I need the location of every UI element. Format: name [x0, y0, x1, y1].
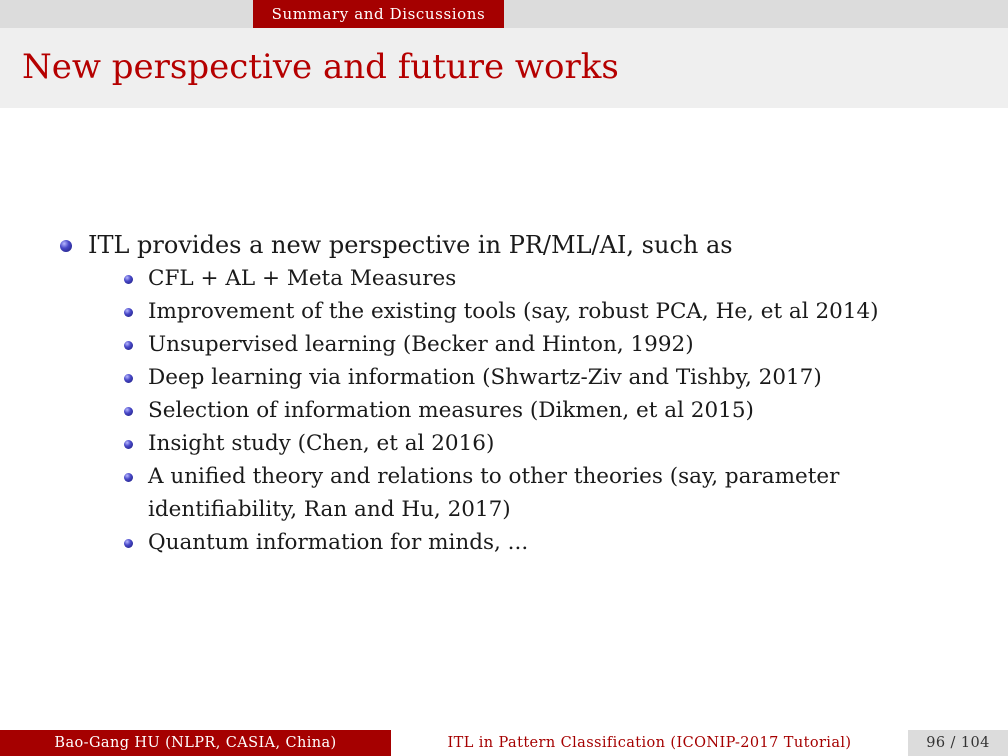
sub-bullet-text: CFL + AL + Meta Measures	[148, 266, 457, 291]
main-bullet-item	[58, 228, 988, 262]
sub-bullet-item	[118, 295, 988, 328]
footer-page-number: 96 / 104	[908, 730, 1008, 756]
sub-bullet-list	[58, 262, 988, 559]
ball-bullet-icon	[124, 539, 133, 548]
sub-bullet-item	[118, 460, 988, 526]
sub-bullet-text: Deep learning via information (Shwartz-Ziv and Tishby, 2017)	[148, 365, 822, 390]
footer-talk-title: ITL in Pattern Classification (ICONIP-2017 Tutorial)	[391, 730, 908, 756]
footer-author: Bao-Gang HU (NLPR, CASIA, China)	[0, 730, 391, 756]
ball-bullet-icon	[124, 374, 133, 383]
main-bullet-text: ITL provides a new perspective in PR/ML/AI, such as	[88, 231, 733, 259]
navigation-bar	[0, 0, 1008, 28]
ball-bullet-icon	[60, 240, 72, 252]
sub-bullet-text: Unsupervised learning (Becker and Hinton, 1992)	[148, 332, 694, 357]
footer	[0, 730, 1008, 756]
slide-content	[58, 228, 988, 559]
ball-bullet-icon	[124, 275, 133, 284]
ball-bullet-icon	[124, 440, 133, 449]
sub-bullet-item	[118, 262, 988, 295]
sub-bullet-item	[118, 328, 988, 361]
sub-bullet-text: A unified theory and relations to other theories (say, parameter identifiability, Ran and Hu, 2017)	[148, 464, 840, 522]
title-band	[0, 28, 1008, 108]
ball-bullet-icon	[124, 341, 133, 350]
frame-title: New perspective and future works	[22, 47, 619, 87]
sub-bullet-text: Selection of information measures (Dikmen, et al 2015)	[148, 398, 754, 423]
sub-bullet-text: Insight study (Chen, et al 2016)	[148, 431, 495, 456]
sub-bullet-item	[118, 361, 988, 394]
sub-bullet-item	[118, 427, 988, 460]
sub-bullet-item	[118, 394, 988, 427]
sub-bullet-text: Quantum information for minds, ...	[148, 530, 529, 555]
sub-bullet-text: Improvement of the existing tools (say, robust PCA, He, et al 2014)	[148, 299, 879, 324]
ball-bullet-icon	[124, 473, 133, 482]
ball-bullet-icon	[124, 308, 133, 317]
section-tab[interactable]: Summary and Discussions	[253, 0, 504, 28]
sub-bullet-item	[118, 526, 988, 559]
ball-bullet-icon	[124, 407, 133, 416]
